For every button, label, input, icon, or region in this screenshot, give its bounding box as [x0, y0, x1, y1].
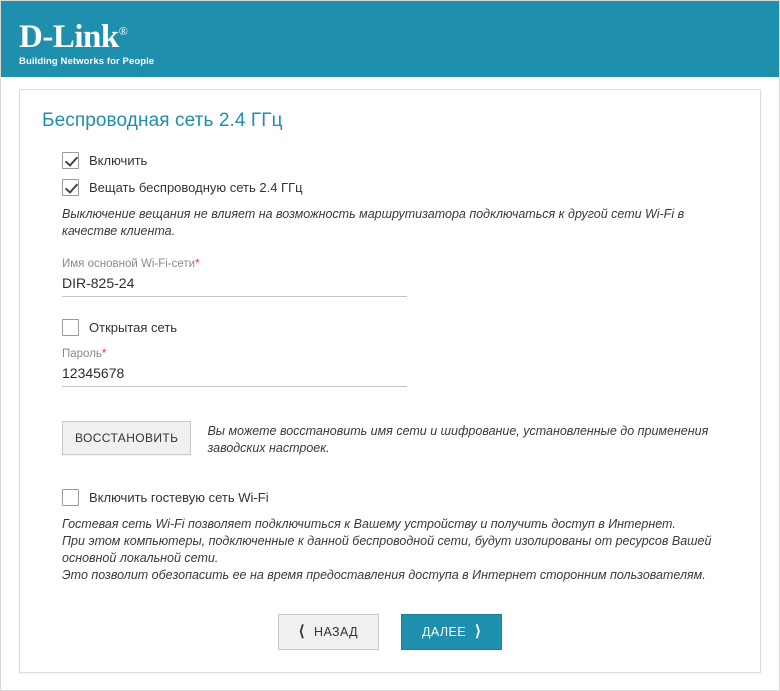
password-label-text: Пароль [62, 348, 102, 360]
open-network-row[interactable] [62, 319, 740, 336]
chevron-left-icon: ⟨ [298, 623, 306, 640]
guest-note-line-1: Гостевая сеть Wi-Fi позволяет подключиться к Вашему устройству и получить доступ в Интернет. [62, 517, 676, 531]
card-content [42, 152, 740, 584]
restore-block [62, 421, 740, 457]
logo-wordmark [19, 13, 154, 55]
restore-note: Вы можете восстановить имя сети и шифрование, установленные до применения заводских настроек. [207, 424, 709, 455]
ssid-label [62, 258, 407, 270]
guest-note-line-2: При этом компьютеры, подключенные к данной беспроводной сети, будут изолированы от ресурсов Вашей основной локальной сети. [62, 534, 712, 565]
wizard-card [19, 89, 761, 673]
enable-wireless-row[interactable] [62, 152, 740, 169]
ssid-field [62, 258, 407, 297]
enable-wireless-checkbox[interactable] [62, 152, 79, 169]
enable-wireless-label: Включить [89, 153, 148, 168]
broadcast-ssid-row[interactable] [62, 179, 740, 196]
back-button-label: НАЗАД [314, 625, 359, 639]
broadcast-ssid-checkbox[interactable] [62, 179, 79, 196]
registered-mark-icon: ® [118, 24, 128, 38]
password-label [62, 348, 407, 360]
chevron-right-icon: ⟩ [474, 623, 482, 640]
ssid-required-mark: * [195, 258, 200, 270]
open-network-label: Открытая сеть [89, 320, 178, 335]
back-button[interactable] [278, 614, 379, 650]
guest-network-checkbox[interactable] [62, 489, 79, 506]
guest-network-label: Включить гостевую сеть Wi-Fi [89, 490, 269, 505]
password-required-mark: * [101, 348, 107, 360]
restore-button[interactable]: ВОССТАНОВИТЬ [62, 421, 191, 455]
dlink-logo [19, 13, 154, 67]
password-input[interactable] [62, 360, 407, 387]
broadcast-ssid-label: Вещать беспроводную сеть 2.4 ГГц [89, 180, 303, 195]
wizard-actions [20, 614, 760, 650]
ssid-input[interactable] [62, 270, 407, 297]
broadcast-note: Выключение вещания не влияет на возможность маршрутизатора подключаться к другой сети Wi-Fi в качестве клиента. [62, 207, 685, 238]
password-field [62, 348, 407, 387]
page-title: Беспроводная сеть 2.4 ГГц [42, 110, 283, 131]
next-button[interactable] [401, 614, 502, 650]
app-header [1, 1, 780, 77]
open-network-checkbox[interactable] [62, 319, 79, 336]
guest-note [62, 516, 740, 584]
logo-tagline: Building Networks for People [19, 56, 155, 67]
ssid-label-text: Имя основной Wi-Fi-сети [62, 258, 196, 270]
next-button-label: ДАЛЕЕ [422, 625, 466, 639]
guest-note-line-3: Это позволит обезопасить ее на время предоставления доступа в Интернет сторонним пользователям. [62, 568, 706, 582]
guest-network-row[interactable] [62, 489, 740, 506]
logo-text: D-Link [19, 19, 119, 55]
